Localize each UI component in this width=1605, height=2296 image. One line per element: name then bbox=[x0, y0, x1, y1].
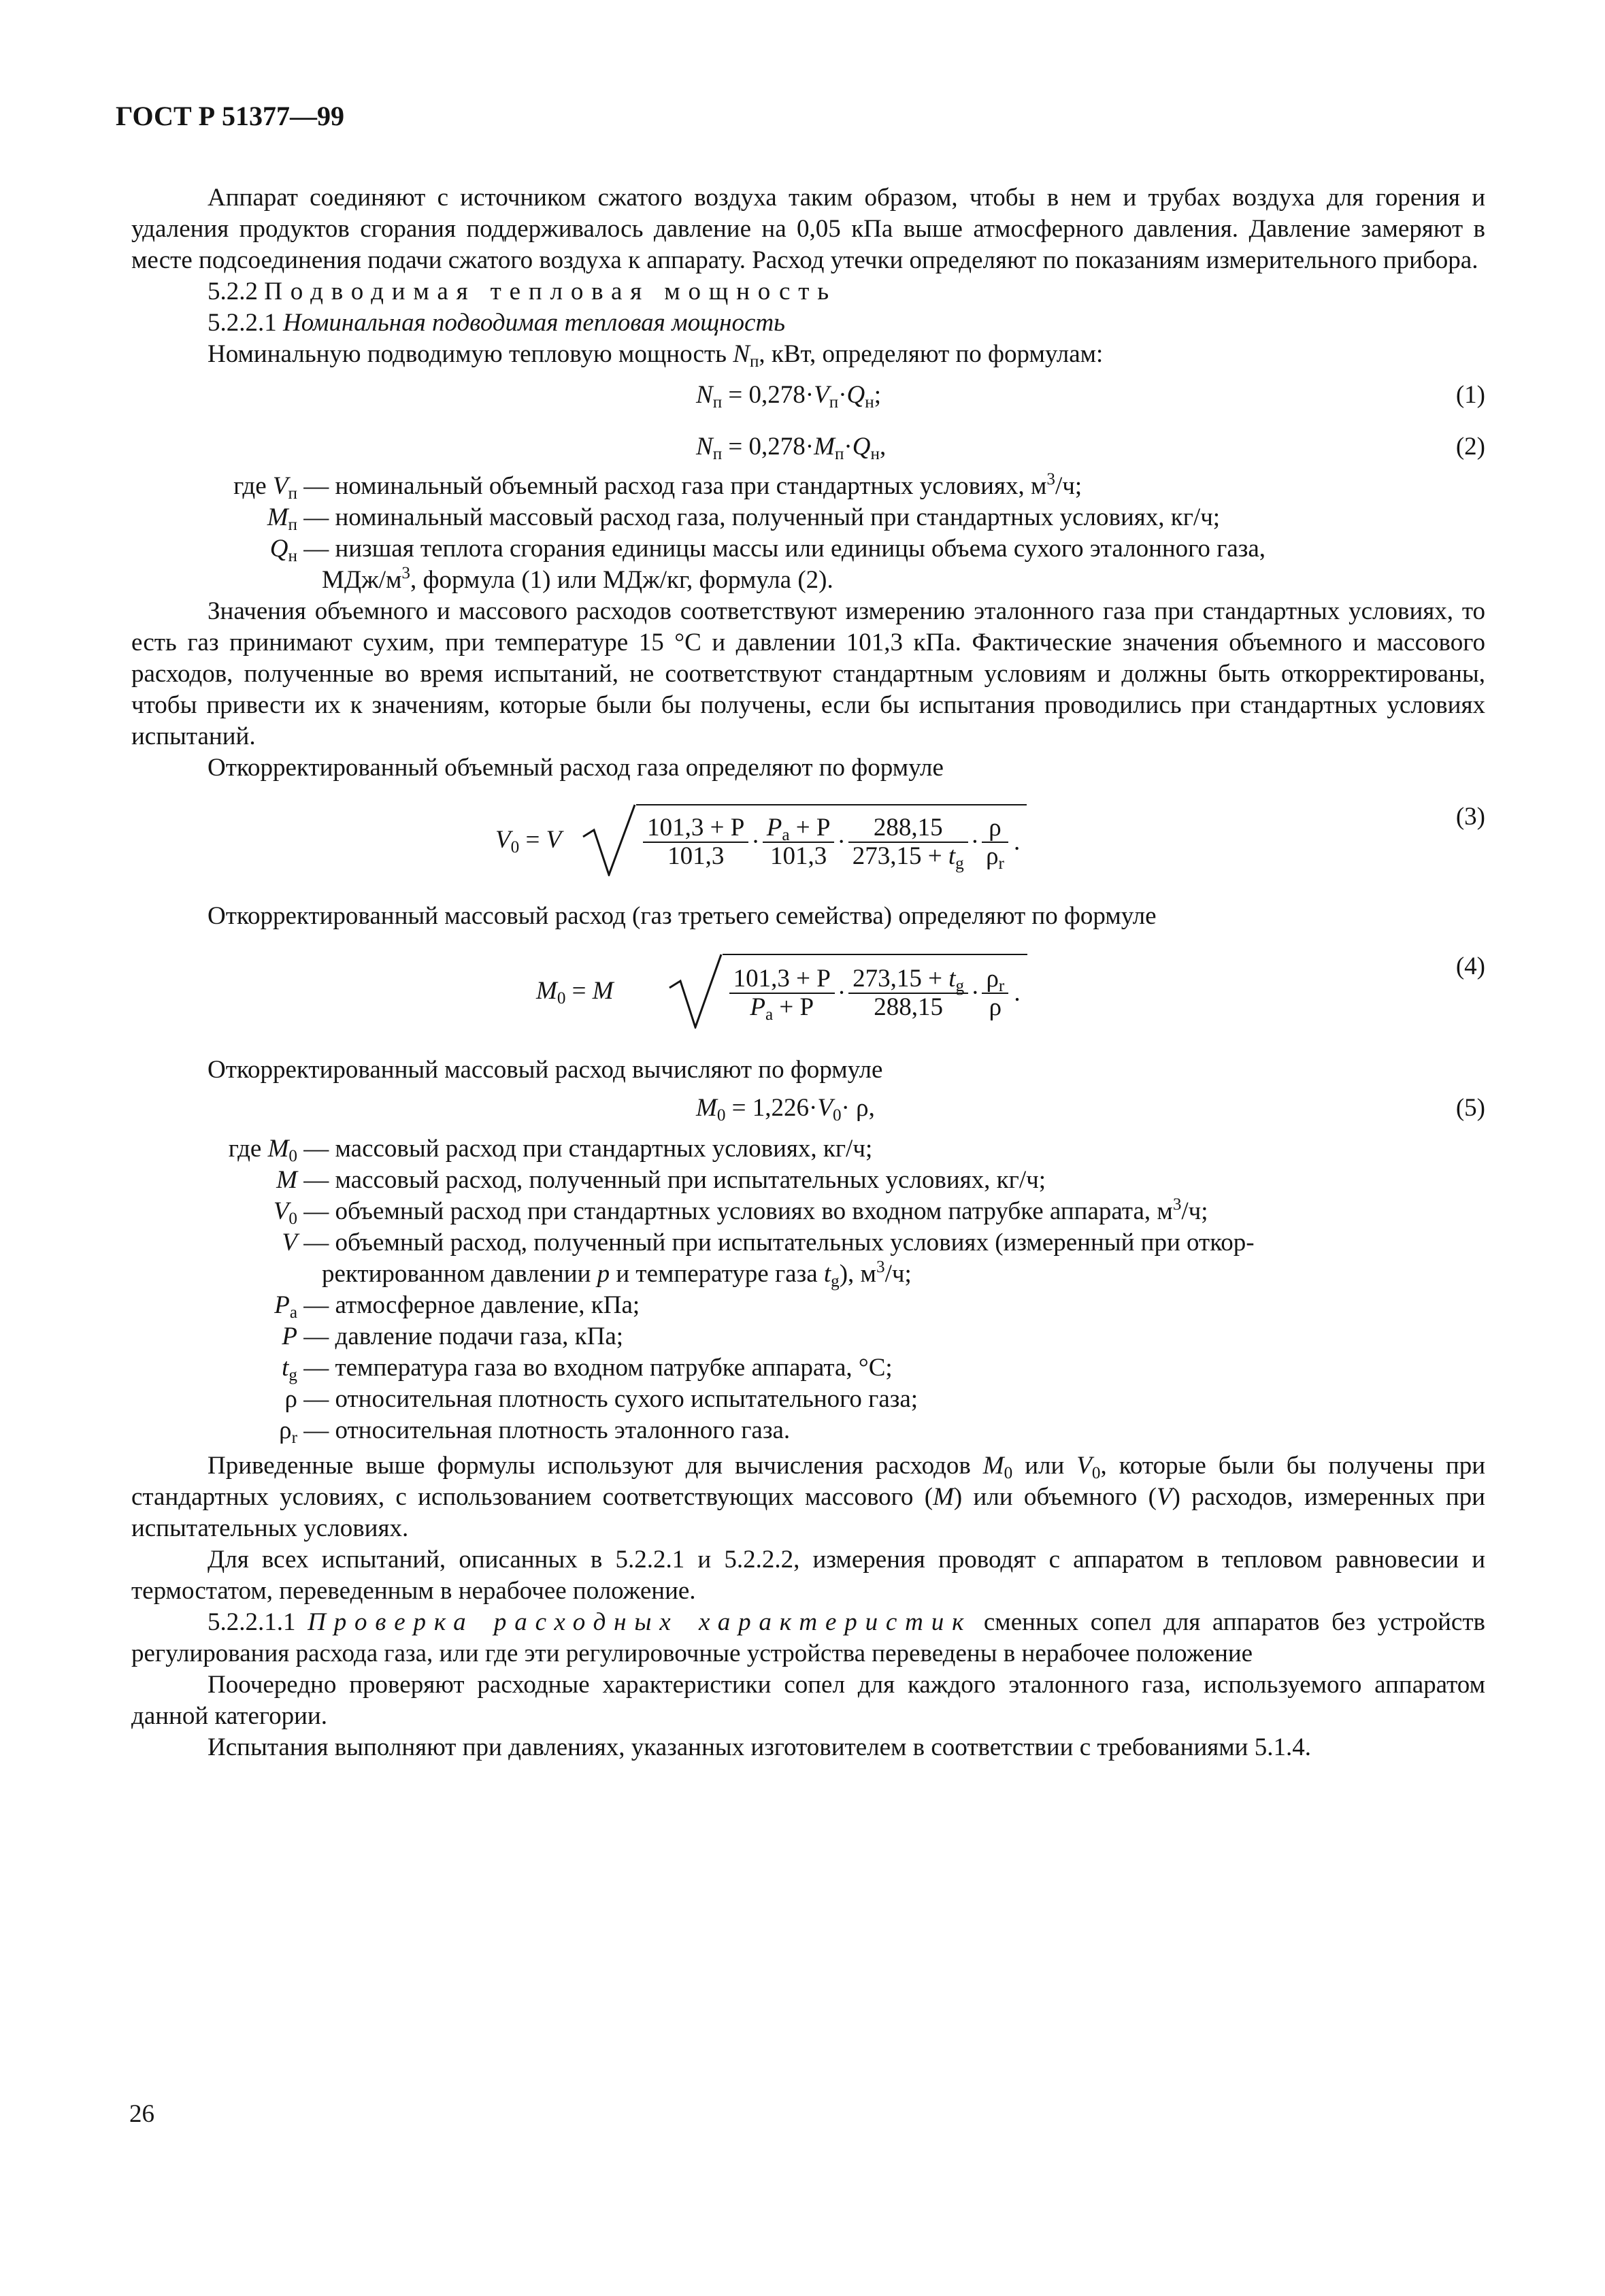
subscript: a bbox=[289, 1303, 297, 1322]
text: — номинальный объемный расход газа при стандартных условиях, м bbox=[303, 472, 1047, 500]
legend-symbol bbox=[127, 471, 297, 502]
section-5-2-2-heading bbox=[131, 276, 1485, 307]
document-header: ГОСТ Р 51377—99 bbox=[116, 101, 345, 131]
operator: · bbox=[970, 828, 980, 856]
subscript: п bbox=[834, 445, 844, 464]
text: = 0,278· bbox=[722, 433, 814, 461]
text: /ч; bbox=[1055, 472, 1082, 500]
text: /ч; bbox=[1181, 1197, 1208, 1225]
fraction bbox=[729, 965, 835, 1025]
operator: · bbox=[837, 828, 846, 856]
symbol: Q bbox=[846, 381, 865, 409]
formula-5-number: (5) bbox=[1455, 1094, 1485, 1122]
section-number: 5.2.2.1.1 bbox=[208, 1608, 296, 1636]
legend-symbol bbox=[127, 1196, 297, 1227]
corrected-volume-intro: Откорректированный объемный расход газа определяют по формуле bbox=[208, 754, 944, 782]
legend-description bbox=[297, 1352, 1485, 1384]
legend-symbol bbox=[127, 1290, 297, 1321]
subscript: 0 bbox=[557, 989, 566, 1008]
symbol: t bbox=[282, 1354, 289, 1382]
symbol: V bbox=[1076, 1452, 1092, 1480]
denominator bbox=[982, 842, 1008, 874]
text: , bbox=[879, 433, 887, 461]
legend-row-continuation bbox=[127, 565, 1485, 596]
text: — массовый расход, полученный при испытательных условиях, кг/ч; bbox=[303, 1166, 1046, 1194]
symbol: P bbox=[274, 1291, 290, 1319]
text: Приведенные выше формулы используют для вычисления расходов bbox=[208, 1452, 983, 1480]
text: = 0,278· bbox=[722, 381, 814, 409]
symbol: M bbox=[536, 977, 557, 1005]
text: 273,15 + bbox=[852, 842, 948, 870]
subscript: н bbox=[288, 547, 297, 566]
subscript: 0 bbox=[288, 1210, 297, 1229]
denominator: 101,3 bbox=[770, 842, 827, 870]
symbol: P bbox=[766, 814, 782, 842]
subscript: п bbox=[749, 352, 759, 371]
superscript: 3 bbox=[1046, 470, 1055, 489]
symbol: N bbox=[696, 381, 713, 409]
subscript: 0 bbox=[716, 1106, 726, 1125]
corrected-mass-calc-intro: Откорректированный массовый расход вычисляют по формуле bbox=[208, 1056, 883, 1084]
legend-description bbox=[297, 1227, 1485, 1259]
formula-5 bbox=[131, 1088, 1485, 1128]
operator: · bbox=[751, 828, 760, 856]
legend-row bbox=[127, 502, 1485, 533]
legend-description bbox=[297, 1165, 1485, 1196]
section-5-2-2-1-heading bbox=[131, 307, 1485, 339]
radical-sign bbox=[668, 954, 723, 1029]
text: — относительная плотность сухого испытательного газа; bbox=[303, 1385, 919, 1413]
symbol: M bbox=[276, 1166, 297, 1194]
symbol: Q bbox=[269, 535, 288, 563]
subscript: н bbox=[870, 445, 880, 464]
superscript: 3 bbox=[401, 564, 410, 583]
text: = 1,226· bbox=[725, 1094, 818, 1122]
denominator bbox=[729, 993, 835, 1025]
section-text: сменных сопел для аппаратов без устройств регулирования расхода газа, или где эти регулировочные устройства переведены в нерабочее положение bbox=[131, 1608, 1485, 1667]
formula-2-number: (2) bbox=[1455, 433, 1485, 461]
pressure-paragraph: Испытания выполняют при давлениях, указанных изготовителем в соответствии с требованиями 5.1.4. bbox=[208, 1733, 1311, 1761]
section-title: Проверка расходных характеристик bbox=[308, 1608, 972, 1636]
text: — объемный расход при стандартных условиях во входном патрубке аппарата, м bbox=[303, 1197, 1173, 1225]
legend-description bbox=[297, 1384, 1485, 1415]
superscript: 3 bbox=[1172, 1195, 1182, 1214]
symbol: M bbox=[696, 1094, 717, 1122]
fraction bbox=[848, 965, 968, 1021]
page-number: 26 bbox=[129, 2100, 154, 2128]
subscript: п bbox=[288, 484, 297, 503]
formula-4-radical bbox=[668, 954, 1027, 1029]
legend-description bbox=[297, 1290, 1485, 1321]
text: /ч; bbox=[884, 1260, 912, 1288]
legend-row bbox=[127, 1321, 1485, 1352]
legend-description bbox=[297, 502, 1485, 533]
symbol: M bbox=[814, 433, 835, 461]
main-text bbox=[131, 182, 1485, 1763]
text: ; bbox=[874, 381, 881, 409]
formula-3-radicand bbox=[636, 804, 1027, 876]
numerator bbox=[982, 965, 1008, 994]
text: ρ bbox=[986, 842, 999, 870]
subscript: a bbox=[782, 826, 790, 845]
text: · bbox=[844, 433, 853, 461]
text: + P bbox=[789, 814, 831, 842]
formula-3-radical bbox=[582, 804, 1027, 876]
numerator: 288,15 bbox=[848, 814, 968, 843]
operator: · bbox=[971, 979, 980, 1007]
formula-4-number: (4) bbox=[1455, 952, 1485, 980]
legend-symbol bbox=[127, 1321, 297, 1352]
check-paragraph: Поочередно проверяют расходные характеристики сопел для каждого эталонного газа, используемого аппаратом данной категории. bbox=[131, 1671, 1485, 1730]
text: = bbox=[565, 977, 593, 1005]
fraction bbox=[982, 965, 1008, 1021]
corrected-mass-intro: Откорректированный массовый расход (газ третьего семейства) определяют по формуле bbox=[208, 902, 1157, 930]
numerator: 101,3 + P bbox=[729, 965, 835, 994]
symbol: M bbox=[267, 503, 288, 531]
formula-3-expression bbox=[495, 804, 1027, 876]
subscript: 0 bbox=[1091, 1464, 1101, 1483]
text: ρ bbox=[986, 965, 999, 993]
legend-row bbox=[127, 471, 1485, 502]
subscript: п bbox=[712, 445, 723, 464]
subscript: 0 bbox=[288, 1147, 297, 1166]
fraction bbox=[643, 814, 748, 870]
text: 101,3 + P bbox=[647, 814, 745, 842]
formula-4 bbox=[131, 939, 1485, 1048]
symbol: M bbox=[267, 1135, 289, 1163]
numerator bbox=[643, 814, 748, 843]
legend-row bbox=[127, 1165, 1485, 1196]
legend-symbol bbox=[127, 1352, 297, 1384]
legend-description bbox=[297, 1259, 1485, 1290]
symbol: V bbox=[546, 826, 562, 854]
symbol: V bbox=[273, 1197, 289, 1225]
subscript: п bbox=[829, 393, 839, 412]
text: + P bbox=[773, 993, 814, 1021]
text: ) расходов, измеренных при испытательных условиях. bbox=[131, 1483, 1485, 1542]
formulas-usage-paragraph bbox=[131, 1450, 1485, 1544]
section-number: 5.2.2.1 bbox=[208, 309, 277, 337]
formula-2-expression bbox=[696, 431, 886, 463]
formula-2 bbox=[131, 427, 1485, 467]
denominator: 288,15 bbox=[874, 993, 943, 1021]
fraction bbox=[848, 814, 968, 874]
legend-row bbox=[127, 533, 1485, 565]
subscript: g bbox=[831, 1272, 840, 1291]
subscript: r bbox=[998, 977, 1005, 996]
nominal-power-paragraph bbox=[131, 339, 1485, 370]
subscript: п bbox=[712, 393, 723, 412]
formula-3-number: (3) bbox=[1455, 803, 1485, 831]
legend-description bbox=[297, 533, 1485, 565]
formula-1-number: (1) bbox=[1455, 381, 1485, 409]
denominator bbox=[848, 842, 968, 874]
subscript: 0 bbox=[510, 838, 520, 857]
text: ректированном давлении bbox=[322, 1260, 597, 1288]
legend-row bbox=[127, 1415, 1485, 1446]
symbol: V bbox=[817, 1094, 833, 1122]
subscript: н bbox=[865, 393, 874, 412]
formula-5-expression bbox=[696, 1093, 875, 1124]
legend-formulas-3-5 bbox=[127, 1133, 1485, 1446]
symbol: N bbox=[696, 433, 713, 461]
legend-row bbox=[127, 1352, 1485, 1384]
legend-symbol bbox=[127, 1227, 297, 1259]
legend-formulas-1-2 bbox=[127, 471, 1485, 596]
legend-row bbox=[127, 1227, 1485, 1259]
text: — давление подачи газа, кПа; bbox=[303, 1322, 624, 1350]
fraction bbox=[982, 814, 1008, 874]
numerator bbox=[848, 965, 968, 994]
subscript: r bbox=[998, 854, 1004, 874]
symbol: t bbox=[823, 1260, 831, 1288]
symbol: t bbox=[948, 842, 956, 870]
section-title: Подводимая тепловая мощность bbox=[264, 278, 838, 305]
text: где bbox=[233, 472, 267, 500]
symbol: V bbox=[282, 1229, 297, 1257]
symbol: t bbox=[948, 965, 956, 993]
legend-description bbox=[297, 471, 1485, 502]
text: МДж/м bbox=[322, 566, 402, 594]
subscript: 0 bbox=[1004, 1464, 1013, 1483]
text: · bbox=[838, 381, 847, 409]
subscript: g bbox=[955, 977, 965, 996]
section-number: 5.2.2 bbox=[208, 278, 258, 305]
legend-symbol bbox=[127, 1384, 297, 1415]
formula-1 bbox=[131, 376, 1485, 415]
formula-4-expression bbox=[536, 954, 1027, 1029]
formula-3 bbox=[131, 789, 1485, 891]
text: Номинальную подводимую тепловую мощность bbox=[208, 340, 733, 368]
legend-symbol bbox=[127, 1165, 297, 1196]
text: , кВт, определяют по формулам: bbox=[759, 340, 1104, 368]
text: — атмосферное давление, кПа; bbox=[303, 1291, 640, 1319]
symbol: M bbox=[933, 1483, 954, 1511]
formula-4-lhs bbox=[536, 976, 614, 1007]
legend-symbol bbox=[127, 502, 297, 533]
symbol: ρ bbox=[284, 1385, 297, 1413]
text: или bbox=[1012, 1452, 1077, 1480]
operator: · bbox=[837, 979, 846, 1007]
symbol: V bbox=[272, 472, 288, 500]
tests-paragraph: Для всех испытаний, описанных в 5.2.2.1 и 5.2.2.2, измерения проводят с аппаратом в тепловом равновесии и термостатом, переведенным в нерабочее положение. bbox=[131, 1546, 1485, 1605]
text: . bbox=[1014, 979, 1021, 1007]
text: , формула (1) или МДж/кг, формула (2). bbox=[410, 566, 833, 594]
symbol: P bbox=[282, 1322, 297, 1350]
formula-1-expression bbox=[696, 380, 881, 411]
text: — относительная плотность эталонного газа. bbox=[303, 1416, 791, 1444]
text: 273,15 + bbox=[853, 965, 949, 993]
symbol: p bbox=[597, 1260, 610, 1288]
legend-description bbox=[297, 1321, 1485, 1352]
legend-symbol bbox=[127, 1415, 297, 1446]
symbol: V bbox=[1156, 1483, 1172, 1511]
subscript: п bbox=[288, 516, 297, 535]
legend-row-continuation bbox=[127, 1259, 1485, 1290]
subscript: 0 bbox=[832, 1106, 842, 1125]
text: — температура газа во входном патрубке аппарата, °С; bbox=[303, 1354, 893, 1382]
subscript: g bbox=[288, 1366, 297, 1385]
denominator: 101,3 bbox=[667, 842, 725, 870]
text: ), м bbox=[839, 1260, 876, 1288]
legend-row bbox=[127, 1384, 1485, 1415]
superscript: 3 bbox=[876, 1258, 885, 1277]
legend-description bbox=[297, 565, 1485, 596]
denominator: ρ bbox=[989, 993, 1002, 1021]
legend-symbol bbox=[127, 1133, 297, 1165]
text: — массовый расход при стандартных условиях, кг/ч; bbox=[303, 1135, 873, 1163]
text: = bbox=[519, 826, 546, 854]
numerator: ρ bbox=[982, 814, 1008, 843]
legend-description bbox=[297, 1415, 1485, 1446]
values-paragraph: Значения объемного и массового расходов соответствуют измерению эталонного газа при стандартных условиях, то есть газ принимают сухим, при температуре 15 °С и давлении 101,3 кПа. Фактические значения объемного и массового расходов, полученные во время испытаний, не соответствуют стандартным условиям и должны быть откорректированы, чтобы привести их к значениям, которые были бы получены, если бы испытания проводились при стандартных условиях испытаний. bbox=[131, 597, 1485, 750]
symbol: N bbox=[733, 340, 750, 368]
text: ) или объемного ( bbox=[953, 1483, 1157, 1511]
symbol: V bbox=[495, 826, 511, 854]
symbol: V bbox=[814, 381, 829, 409]
text: — номинальный массовый расход газа, полученный при стандартных условиях, кг/ч; bbox=[303, 503, 1221, 531]
text: где bbox=[228, 1135, 262, 1163]
text: . bbox=[1013, 828, 1021, 856]
legend-row bbox=[127, 1133, 1485, 1165]
fraction bbox=[763, 814, 835, 870]
text: , которые были бы получены при стандартных условиях, с использованием соответствующих массового ( bbox=[131, 1452, 1485, 1511]
legend-description bbox=[297, 1196, 1485, 1227]
text: — объемный расход, полученный при испытательных условиях (измеренный при откор- bbox=[303, 1229, 1255, 1257]
section-title: Номинальная подводимая тепловая мощность bbox=[283, 309, 786, 337]
numerator bbox=[763, 814, 835, 843]
radical-sign bbox=[582, 804, 636, 876]
legend-description bbox=[297, 1133, 1485, 1165]
symbol: M bbox=[982, 1452, 1004, 1480]
text: и температуре газа bbox=[610, 1260, 824, 1288]
legend-row bbox=[127, 1290, 1485, 1321]
subscript: g bbox=[955, 854, 964, 874]
symbol: Q bbox=[852, 433, 871, 461]
symbol: P bbox=[750, 993, 765, 1021]
formula-3-lhs bbox=[495, 825, 561, 856]
legend-symbol bbox=[127, 533, 297, 565]
section-5-2-2-1-1-paragraph bbox=[131, 1607, 1485, 1669]
formula-4-radicand bbox=[723, 954, 1027, 1029]
symbol: M bbox=[592, 977, 614, 1005]
text: · ρ, bbox=[841, 1094, 875, 1122]
intro-paragraph: Аппарат соединяют с источником сжатого воздуха таким образом, чтобы в нем и трубах воздуха для горения и удаления продуктов сгорания поддерживалось давление на 0,05 кПа выше атмосферного давления. Давление замеряют в месте подсоединения подачи сжатого воздуха к аппарату. Расход утечки определяют по показаниям измерительного прибора. bbox=[131, 184, 1485, 274]
legend-row bbox=[127, 1196, 1485, 1227]
subscript: a bbox=[765, 1005, 774, 1025]
symbol: ρ bbox=[279, 1416, 292, 1444]
text: — низшая теплота сгорания единицы массы или единицы объема сухого эталонного газа, bbox=[303, 535, 1266, 563]
subscript: r bbox=[291, 1429, 297, 1448]
